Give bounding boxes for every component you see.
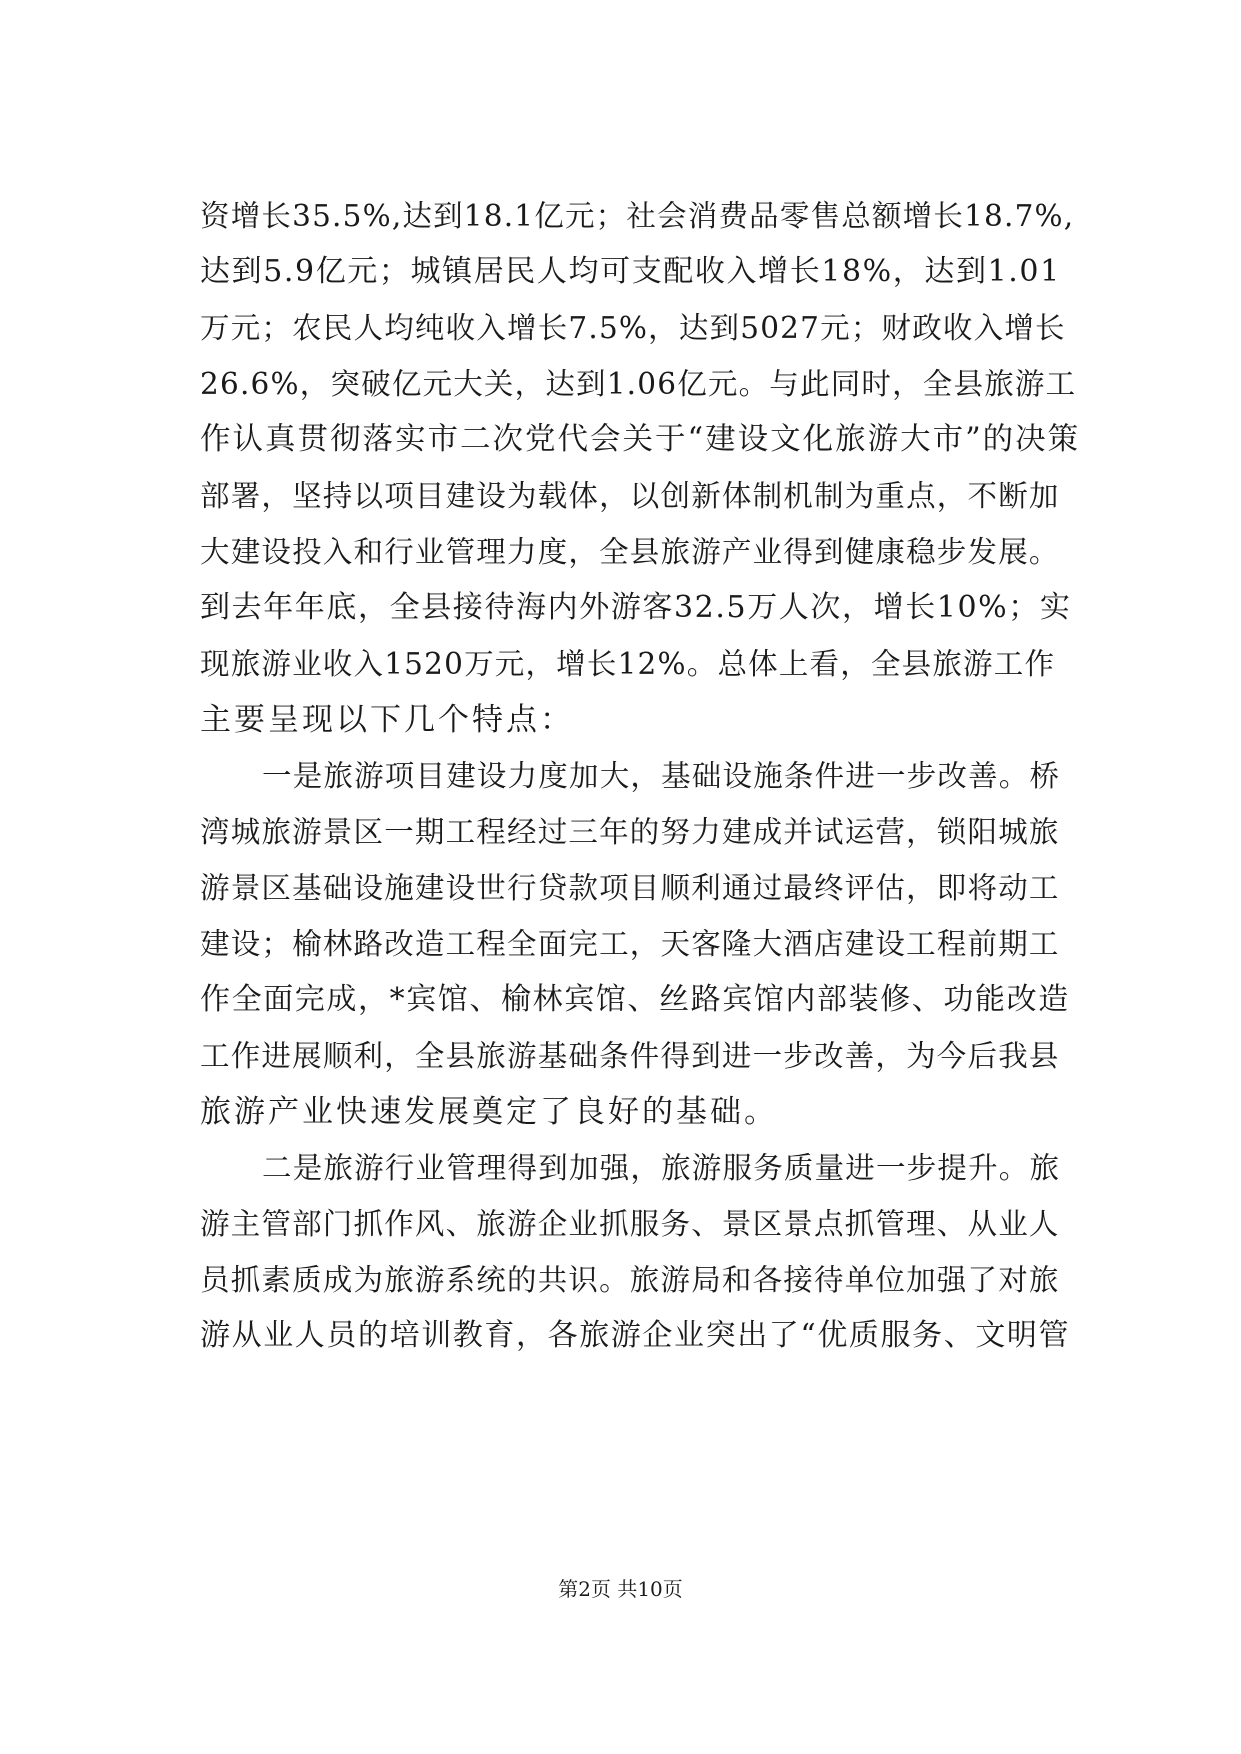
text-line: 到去年年底，全县接待海内外游客32.5万人次，增长10%；实 xyxy=(200,590,1072,625)
text-line: 游从业人员的培训教育，各旅游企业突出了“优质服务、文明管 xyxy=(200,1318,1071,1353)
text-line: 现旅游业收入1520万元，增长12%。总体上看，全县旅游工作 xyxy=(200,647,1056,681)
text-line: 游景区基础设施建设世行贷款项目顺利通过最终评估，即将动工 xyxy=(200,871,1060,905)
text-line: 达到5.9亿元；城镇居民人均可支配收入增长18%，达到1.01 xyxy=(200,254,1061,289)
paragraph-first-line: 二是旅游行业管理得到加强，旅游服务质量进一步提升。旅 xyxy=(262,1151,1061,1185)
text-line: 部署，坚持以项目建设为载体，以创新体制机制为重点，不断加 xyxy=(200,479,1060,513)
text-line: 游主管部门抓作风、旅游企业抓服务、景区景点抓管理、从业人 xyxy=(200,1207,1060,1241)
paragraph-first-line: 一是旅游项目建设力度加大，基础设施条件进一步改善。桥 xyxy=(262,759,1061,793)
text-line: 作全面完成，*宾馆、榆林宾馆、丝路宾馆内部装修、功能改造 xyxy=(200,982,1070,1017)
text-line: 作认真贯彻落实市二次党代会关于“建设文化旅游大市”的决策 xyxy=(200,422,1081,457)
page-number-footer: 第2页 共10页 xyxy=(558,1577,683,1601)
text-line: 大建设投入和行业管理力度，全县旅游产业得到健康稳步发展。 xyxy=(200,535,1060,569)
text-line: 26.6%，突破亿元大关，达到1.06亿元。与此同时，全县旅游工 xyxy=(200,367,1077,401)
text-line: 员抓素质成为旅游系统的共识。旅游局和各接待单位加强了对旅 xyxy=(200,1263,1060,1297)
text-line: 湾城旅游景区一期工程经过三年的努力建成并试运营，锁阳城旅 xyxy=(200,815,1060,849)
text-line: 万元；农民人均纯收入增长7.5%，达到5027元；财政收入增长 xyxy=(200,311,1066,345)
text-line: 工作进展顺利，全县旅游基础条件得到进一步改善，为今后我县 xyxy=(200,1039,1060,1073)
text-line: 资增长35.5%,达到18.1亿元；社会消费品零售总额增长18.7%, xyxy=(200,199,1075,233)
text-line: 主要呈现以下几个特点： xyxy=(200,702,574,738)
text-line: 建设；榆林路改造工程全面完工，天客隆大酒店建设工程前期工 xyxy=(200,927,1060,961)
text-line: 旅游产业快速发展奠定了良好的基础。 xyxy=(200,1094,778,1130)
